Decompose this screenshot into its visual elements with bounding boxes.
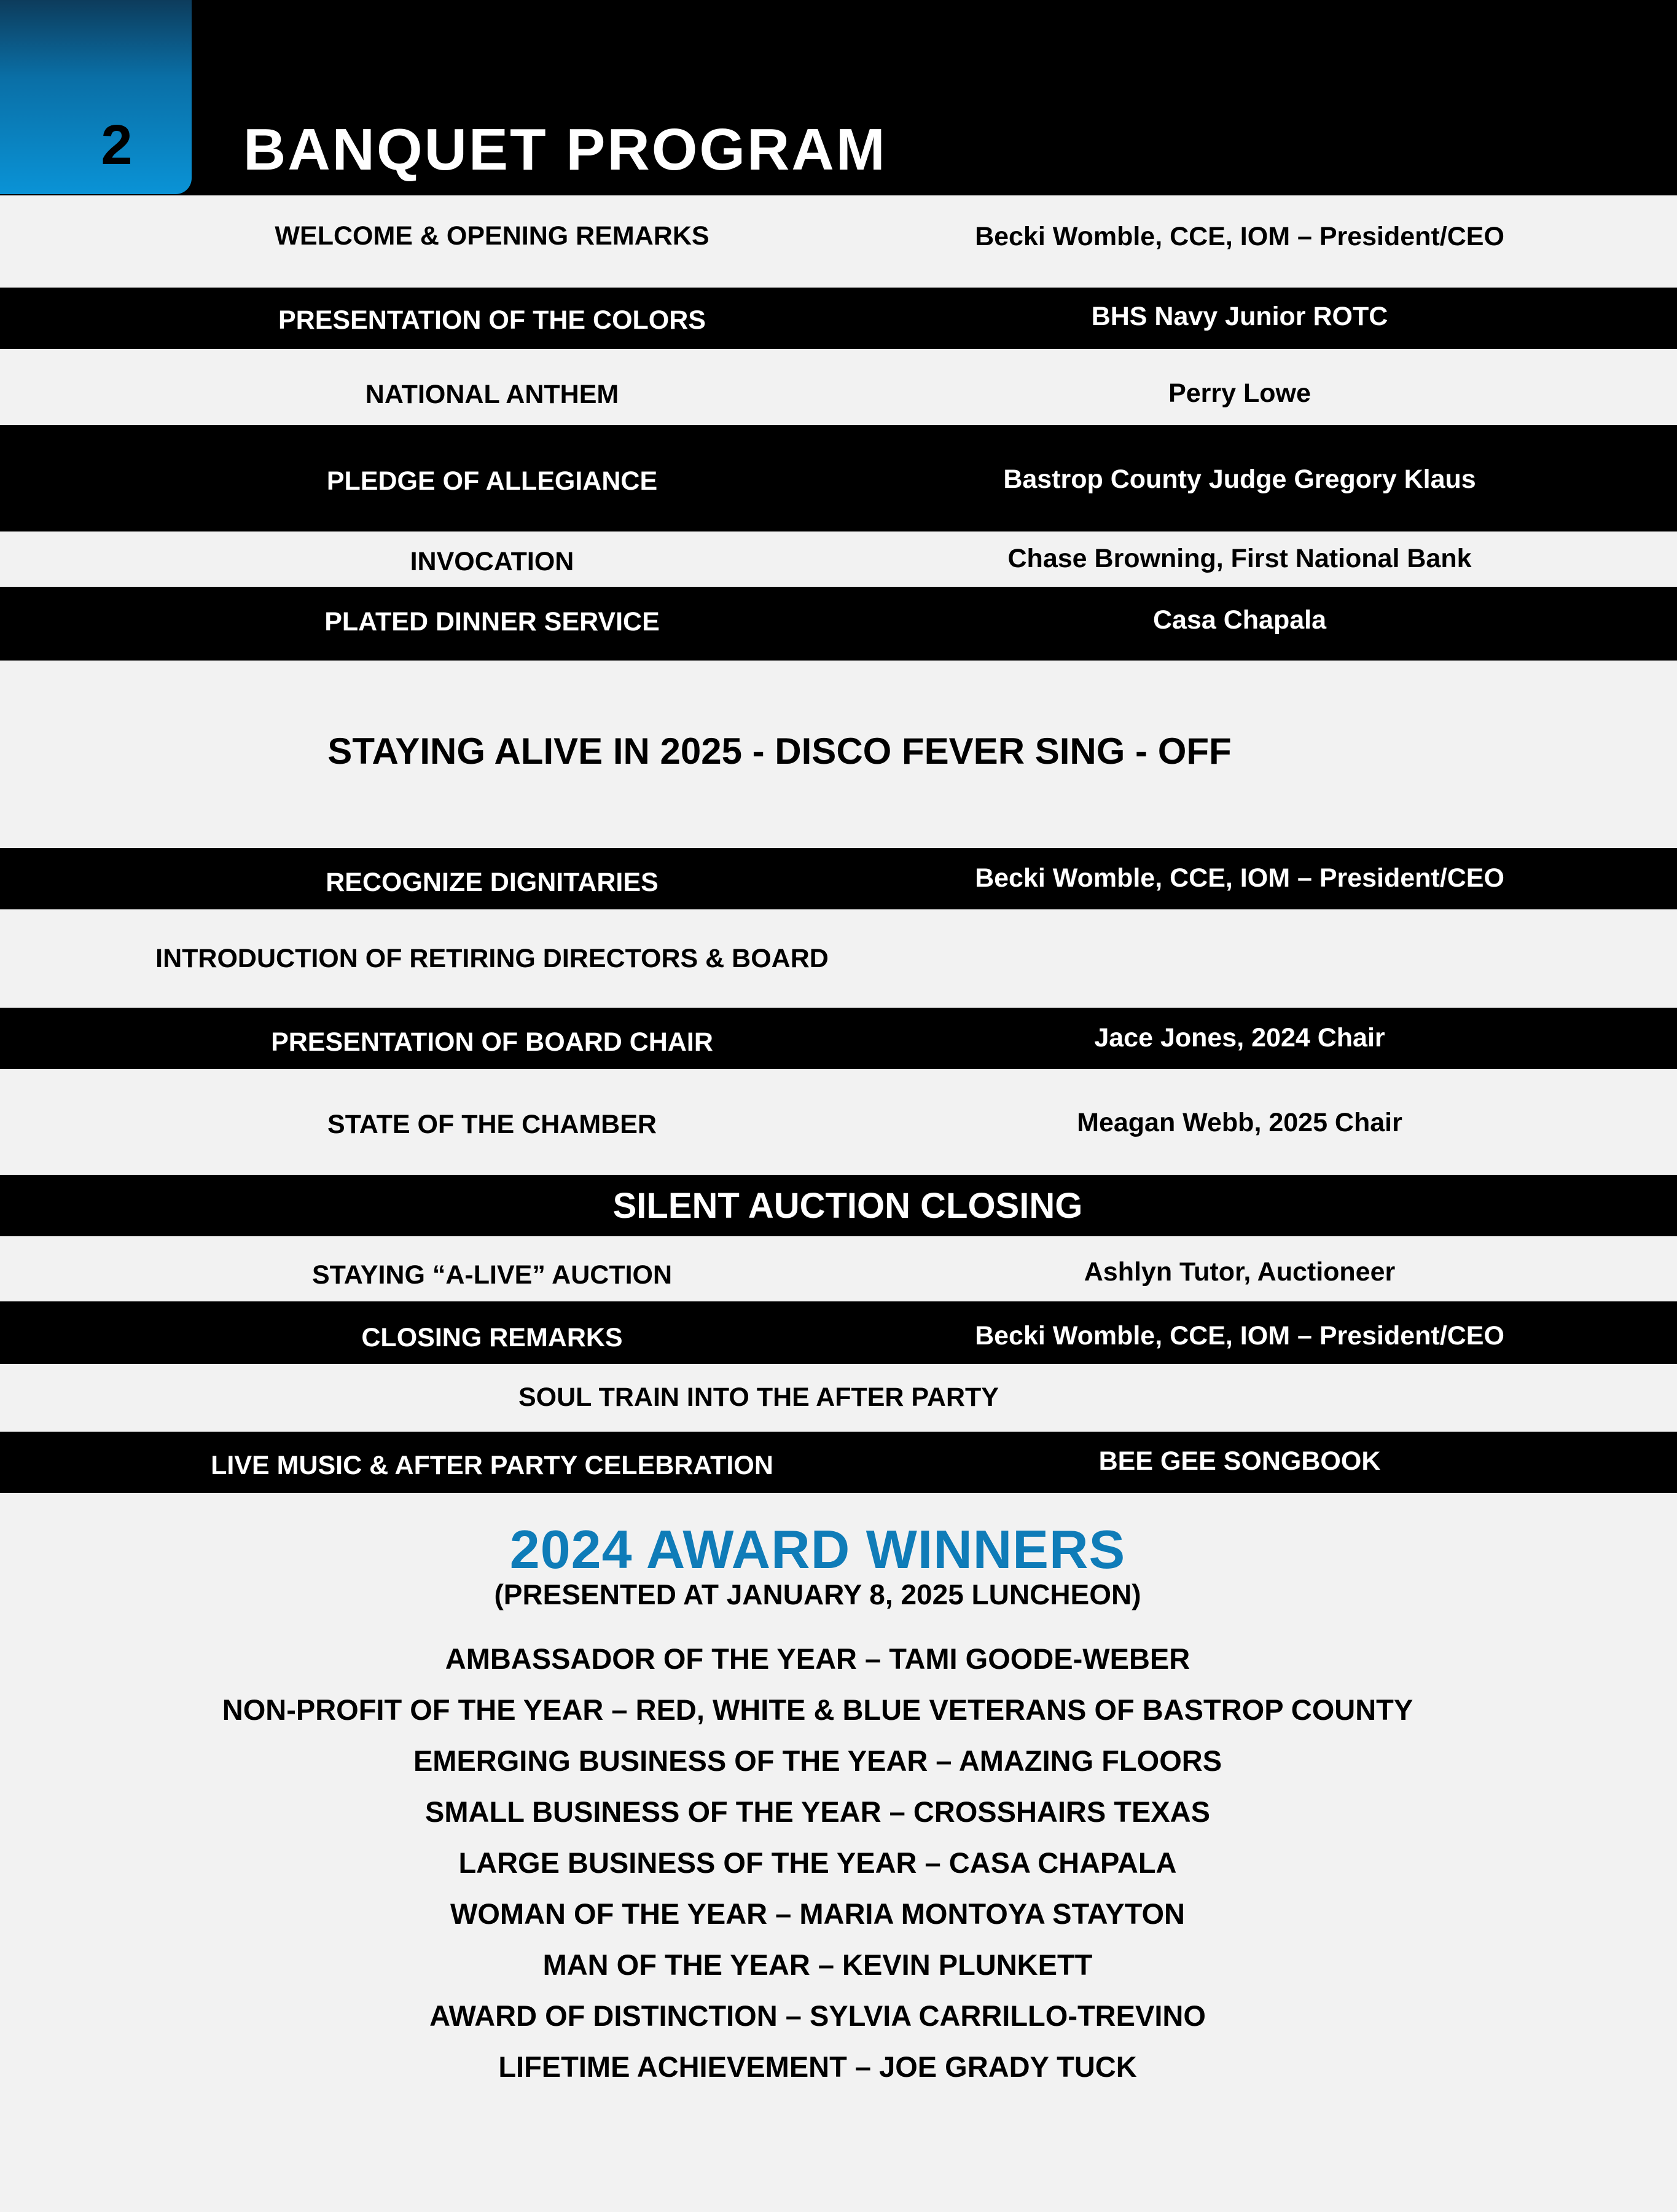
award-item: MAN OF THE YEAR – KEVIN PLUNKETT [542,1948,1093,1981]
program-item: INTRODUCTION OF RETIRING DIRECTORS & BOARD [155,943,829,973]
program-presenter: Bastrop County Judge Gregory Klaus [1003,465,1476,494]
program-row [0,1008,1677,1069]
award-item: AMBASSADOR OF THE YEAR – TAMI GOODE-WEBER [445,1642,1190,1675]
program-item: PLEDGE OF ALLEGIANCE [326,466,658,496]
award-item: LIFETIME ACHIEVEMENT – JOE GRADY TUCK [498,2050,1137,2083]
program-item: PRESENTATION OF BOARD CHAIR [271,1027,713,1057]
program-row [0,1432,1677,1493]
program-presenter: Becki Womble, CCE, IOM – President/CEO [975,863,1504,893]
program-row [0,909,1677,1008]
awards-title: 2024 AWARD WINNERS [509,1519,1126,1580]
soul-train-line: SOUL TRAIN INTO THE AFTER PARTY [518,1382,999,1412]
awards-subtitle: (PRESENTED AT JANUARY 8, 2025 LUNCHEON) [494,1579,1141,1610]
program-item: STAYING “A-LIVE” AUCTION [311,1260,673,1290]
program-presenter: Chase Browning, First National Bank [1007,543,1472,573]
program-row [0,349,1677,425]
program-presenter: Meagan Webb, 2025 Chair [1077,1107,1402,1137]
program-presenter: Ashlyn Tutor, Auctioneer [1084,1257,1396,1287]
program-item: INVOCATION [410,546,574,576]
award-item: AWARD OF DISTINCTION – SYLVIA CARRILLO-TREVINO [429,1999,1206,2032]
program-row [0,1069,1677,1175]
program-item: PLATED DINNER SERVICE [324,606,660,637]
award-item: WOMAN OF THE YEAR – MARIA MONTOYA STAYTON [450,1897,1185,1930]
page-header [0,0,1677,195]
program-item: NATIONAL ANTHEM [365,379,619,409]
page-number: 2 [101,114,133,176]
program-item: RECOGNIZE DIGNITARIES [326,867,659,897]
page-title: BANQUET PROGRAM [243,117,887,182]
program-presenter: BHS Navy Junior ROTC [1091,301,1388,331]
program-row [0,1301,1677,1364]
program-item: STATE OF THE CHAMBER [327,1109,657,1139]
program-row [0,288,1677,349]
program-presenter: BEE GEE SONGBOOK [1098,1446,1381,1476]
program-presenter: Casa Chapala [1152,605,1327,635]
program-item: LIVE MUSIC & AFTER PARTY CELEBRATION [211,1450,773,1480]
award-item: EMERGING BUSINESS OF THE YEAR – AMAZING FLOORS [413,1744,1222,1777]
sing-off-banner: STAYING ALIVE IN 2025 - DISCO FEVER SING - OFF [327,731,1232,772]
program-presenter: Becki Womble, CCE, IOM – President/CEO [975,221,1504,251]
award-item: SMALL BUSINESS OF THE YEAR – CROSSHAIRS TEXAS [425,1795,1210,1828]
program-presenter: Jace Jones, 2024 Chair [1094,1022,1385,1053]
award-item: NON-PROFIT OF THE YEAR – RED, WHITE & BLUE VETERANS OF BASTROP COUNTY [222,1693,1413,1726]
silent-auction-row [0,1175,1677,1236]
program-row [0,587,1677,661]
silent-auction-banner: SILENT AUCTION CLOSING [612,1185,1083,1226]
award-item: LARGE BUSINESS OF THE YEAR – CASA CHAPALA [458,1846,1177,1879]
program-row [0,531,1677,587]
program-presenter: Perry Lowe [1168,378,1311,408]
program-row [0,848,1677,909]
program-item: PRESENTATION OF THE COLORS [278,305,706,335]
program-presenter: Becki Womble, CCE, IOM – President/CEO [975,1320,1504,1351]
program-presenter [921,909,1558,1008]
program-item: CLOSING REMARKS [361,1322,623,1352]
program-row [0,425,1677,531]
program-row [0,1236,1677,1301]
program-item: WELCOME & OPENING REMARKS [275,221,710,251]
program-row [0,195,1677,288]
